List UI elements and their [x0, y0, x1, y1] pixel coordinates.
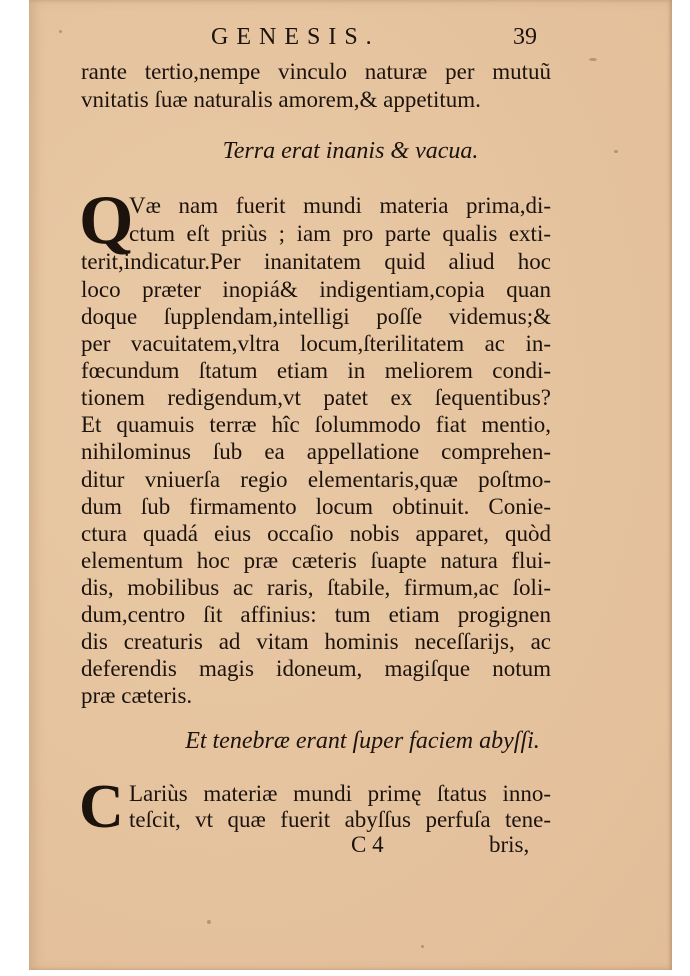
text-line: Væ nam fuerit mundi materia prima,di-: [129, 193, 551, 218]
text-line: dum ſub firmamento locum obtinuit. Conie-: [81, 494, 551, 519]
drop-cap: Q: [79, 182, 134, 259]
text-line: teſcit, vt quæ fuerit abyſſus perfuſa tene-: [129, 807, 551, 832]
book-page: [29, 0, 672, 970]
text-line: tionem redigendum,vt patet ex ſequentibus?: [81, 385, 551, 410]
paper-speck: [614, 150, 618, 153]
text-line: deferendis magis idoneum, magiſque notum: [81, 656, 551, 681]
text-line: ditur vniuerſa regio elementaris,quæ poſtmo-: [81, 467, 551, 492]
page-number: 39: [513, 24, 537, 50]
text-line: præ cæteris.: [81, 683, 193, 708]
text-line: dis, mobilibus ac raris, ſtabile, firmum,ac ſoli-: [81, 575, 551, 600]
section-heading: Et tenebræ erant ſuper faciem abyſſi.: [185, 728, 540, 754]
paper-speck: [59, 30, 62, 33]
text-line: per vacuitatem,vltra locum,ſterilitatem ac in-: [81, 331, 551, 356]
signature-mark: C 4: [351, 832, 384, 857]
text-line: nihilominus ſub ea appellatione comprehen-: [81, 439, 551, 464]
paper-speck: [589, 58, 597, 61]
text-line: fœcundum ſtatum etiam in meliorem condi-: [81, 358, 551, 383]
text-line: rante tertio,nempe vinculo naturæ per mutuũ: [81, 59, 551, 84]
running-title: GENESIS.: [211, 24, 380, 50]
paper-speck: [421, 945, 424, 948]
text-line: ctum eſt priùs ; iam pro parte qualis exti-: [129, 221, 551, 246]
text-line: dum,centro ſit affinius: tum etiam progignen: [81, 602, 551, 627]
catchword: bris,: [489, 832, 530, 857]
page-header: [29, 24, 672, 54]
text-line: loco præter inopiá& indigentiam,copia quan: [81, 277, 551, 302]
drop-cap: C: [79, 773, 124, 841]
text-line: ctura quadá eius occaſio nobis apparet, quòd: [81, 521, 551, 546]
text-line: terit,indicatur.Per inanitatem quid aliud hoc: [81, 249, 551, 274]
text-line: vnitatis ſuæ naturalis amorem,& appetitum.: [81, 87, 481, 112]
paper-speck: [207, 920, 211, 924]
text-line: Lariùs materiæ mundi primę ſtatus inno-: [129, 781, 551, 806]
text-line: dis creaturis ad vitam hominis neceſſarijs, ac: [81, 629, 551, 654]
text-line: Et quamuis terræ hîc ſolummodo fiat mentio,: [81, 412, 551, 437]
text-line: doque ſupplendam,intelligi poſſe videmus;&: [81, 304, 551, 329]
text-line: elementum hoc præ cæteris ſuapte natura flui-: [81, 548, 551, 573]
section-heading: Terra erat inanis & vacua.: [222, 138, 479, 164]
